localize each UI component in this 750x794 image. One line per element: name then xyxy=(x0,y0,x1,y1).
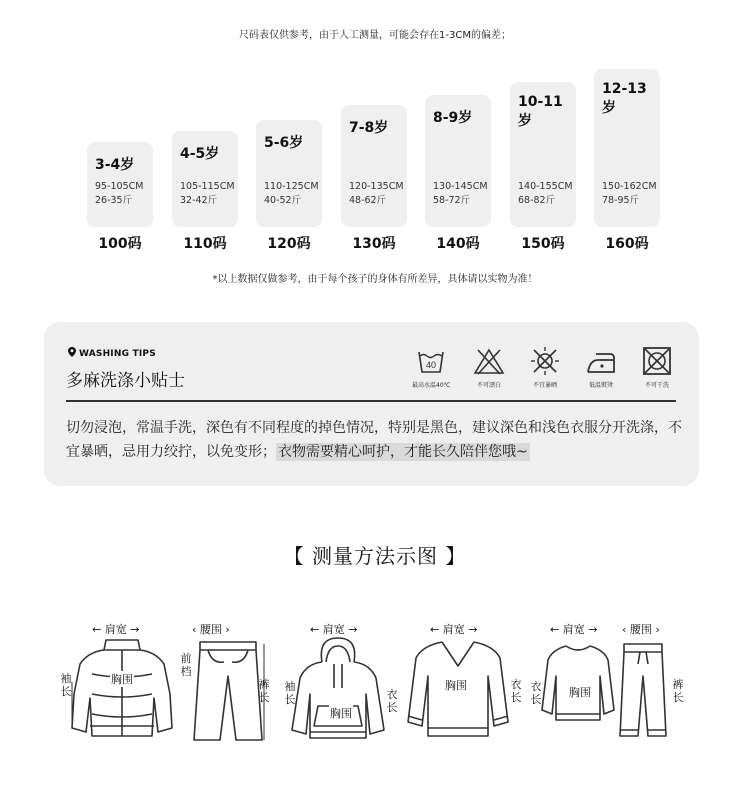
size-label: 140码 xyxy=(436,236,480,252)
size-card-age: 7-8岁 xyxy=(349,120,389,136)
wash-40-label: 最高水温40℃ xyxy=(412,382,451,389)
size-card-age: 8-9岁 xyxy=(433,110,473,126)
garment-length-label-2: 衣长 xyxy=(510,678,522,704)
size-card-specs xyxy=(602,180,657,208)
size-card-specs xyxy=(264,180,319,208)
front-rise-label: 前档 xyxy=(180,652,192,678)
no-tumble-dry-icon xyxy=(638,346,676,389)
size-card-height: 120-135CM xyxy=(349,181,404,192)
location-pin-icon xyxy=(68,347,76,357)
size-card-age: 5-6岁 xyxy=(264,135,304,151)
no-bleach-label: 不可漂白 xyxy=(476,382,501,389)
size-card xyxy=(594,69,660,227)
puffer-jacket-diagram xyxy=(66,636,178,746)
washing-text-highlight: 衣物需要精心呵护，才能长久陪伴您哦~ xyxy=(278,444,528,460)
size-card-age: 4-5岁 xyxy=(180,146,220,162)
no-sun-icon xyxy=(526,346,564,389)
size-disclaimer: *以上数据仅做参考，由于每个孩子的身体有所差异，具体请以实物为准！ xyxy=(212,274,538,285)
size-card xyxy=(510,82,576,227)
size-card-specs xyxy=(518,180,573,208)
divider xyxy=(66,400,676,402)
shoulder-width-label-4: ← 肩宽 → xyxy=(550,623,598,636)
chest-label-3: 胸围 xyxy=(445,679,467,692)
size-card-weight: 78-95斤 xyxy=(602,195,640,206)
size-card-weight: 32-42斤 xyxy=(180,195,218,206)
shoulder-width-label: ← 肩宽 → xyxy=(92,623,140,636)
size-card xyxy=(425,95,491,227)
size-card-weight: 48-62斤 xyxy=(349,195,387,206)
chest-label-2: 胸围 xyxy=(330,707,352,720)
size-card-specs xyxy=(433,180,488,208)
size-card-height: 105-115CM xyxy=(180,181,235,192)
size-card-height: 95-105CM xyxy=(95,181,144,192)
washing-text-main: 切勿浸泡，常温手洗，深色有不同程度的掉色情况，特别是黑色，建议深色和浅色衣服分开洗涤，不宜暴晒，忌用力绞拧，以免变形； xyxy=(66,420,682,460)
size-label: 150码 xyxy=(521,236,565,252)
size-card xyxy=(256,120,322,227)
washing-tips-panel xyxy=(44,322,699,486)
size-card-specs xyxy=(349,180,404,208)
wash-40-icon xyxy=(412,346,450,389)
size-card-age: 12-13岁 xyxy=(602,81,647,116)
chest-label: 胸围 xyxy=(111,673,133,686)
size-label: 130码 xyxy=(352,236,396,252)
hoodie-diagram xyxy=(288,634,388,746)
joggers-diagram xyxy=(616,640,670,744)
size-label: 110码 xyxy=(183,236,227,252)
sleeve-length-label-2: 袖长 xyxy=(284,680,296,706)
garment-length-label: 衣长 xyxy=(386,688,398,714)
size-label: 120码 xyxy=(267,236,311,252)
washing-tips-label: WASHING TIPS xyxy=(79,349,156,359)
size-card xyxy=(87,142,153,227)
size-label: 100码 xyxy=(98,236,142,252)
washing-instructions xyxy=(66,416,686,464)
low-iron-icon xyxy=(582,346,620,389)
size-card xyxy=(341,105,407,227)
pants-length-label: 裤长 xyxy=(258,678,270,704)
no-bleach-icon xyxy=(470,346,508,389)
size-card-height: 130-145CM xyxy=(433,181,488,192)
size-card-age: 3-4岁 xyxy=(95,157,135,173)
washing-tips-heading xyxy=(68,347,156,359)
size-card-age: 10-11岁 xyxy=(518,94,563,129)
size-card-specs xyxy=(180,180,235,208)
garment-length-label-3: 衣长 xyxy=(530,680,542,706)
size-label: 160码 xyxy=(605,236,649,252)
measurement-title: 【 测量方法示图 】 xyxy=(283,544,467,568)
no-sun-label: 不宜暴晒 xyxy=(532,382,557,389)
washing-title: 多麻洗涤小贴士 xyxy=(66,371,185,391)
waist-label: ‹ 腰围 › xyxy=(192,623,230,636)
shoulder-width-label-2: ← 肩宽 → xyxy=(310,623,358,636)
size-card xyxy=(172,131,238,227)
size-card-weight: 68-82斤 xyxy=(518,195,556,206)
waist-label-2: ‹ 腰围 › xyxy=(622,623,660,636)
svg-text:40: 40 xyxy=(425,360,437,370)
pants-diagram xyxy=(190,636,270,746)
shoulder-width-label-3: ← 肩宽 → xyxy=(430,623,478,636)
size-card-height: 140-155CM xyxy=(518,181,573,192)
size-card-specs xyxy=(95,180,143,208)
size-card-height: 110-125CM xyxy=(264,181,319,192)
size-card-weight: 40-52斤 xyxy=(264,195,302,206)
size-chart-note: 尺码表仅供参考，由于人工测量，可能会存在1-3CM的偏差； xyxy=(239,30,511,41)
chest-label-4: 胸围 xyxy=(569,686,591,699)
no-tumble-dry-label: 不可干洗 xyxy=(644,382,669,389)
sleeve-length-label: 袖长 xyxy=(60,672,72,698)
size-card-height: 150-162CM xyxy=(602,181,657,192)
size-card-weight: 58-72斤 xyxy=(433,195,471,206)
pants-length-label-2: 裤长 xyxy=(672,678,684,704)
low-iron-label: 低温熨烫 xyxy=(588,382,613,389)
size-card-weight: 26-35斤 xyxy=(95,195,133,206)
